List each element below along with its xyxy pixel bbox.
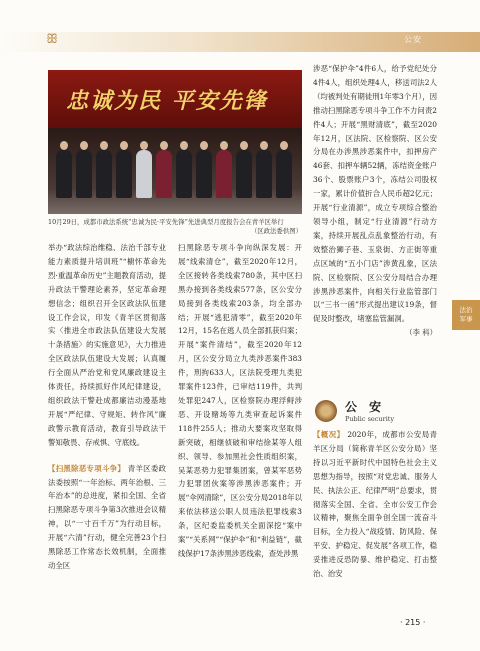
ornament-icon: ꕥ <box>46 32 59 47</box>
person-figure <box>216 150 232 198</box>
paragraph: 举办“政法综治维稳、法治千部专业能力素质提升培训班”“櫥怀革命先烈·重温革命历史”主题教育活动，提升政法干警理论素养，坚定革命理想信念；组织召开全区政法队伍建设工作会议，印发《青羊区贯彻落实〈推进全市政法队伍建设大发展十条措施〉的实施意见》，大力推进全区政法队伍建设大发展；认真履行全面从严治党和党风廉政建设主体责任，持续抓好作风纪律建设，组织政法干警赴成都廉洁动漫基地开展“严纪律、守规矩、转作风”廉政警示教育活动，教育引导政法干警知敬畏、存戒惧、守底线。 <box>48 243 166 447</box>
paragraph <box>48 462 166 573</box>
text-column-2 <box>178 241 302 561</box>
person-figure <box>96 150 112 198</box>
person-figure <box>236 150 252 198</box>
person-figure <box>56 150 72 198</box>
person-figure <box>276 150 292 198</box>
event-photo <box>48 70 302 214</box>
paragraph-text: 2020年，成都市公安局青羊区分局（简称青羊区公安分局）坚持以习近平新时代中国特色社会主义思想为指导，按照“对党忠诚、服务人民、执法公正、纪律严明”总要求，贯彻落实全国、全省、全市公安工作会议精神，聚焦全面争创全国一流奋斗目标，全力投入“战疫情、防风险、保平安、护稳定、促发展”各项工作，稳妥推进反恐防暴、维护稳定、打击整治、治安 <box>313 430 437 579</box>
section-header <box>313 398 437 428</box>
caption-text: 10月29日，成都市政法系统“忠诚为民·平安先锋”先进典型月度报告会在青羊区举行 <box>48 218 284 226</box>
person-figure <box>76 150 92 198</box>
paragraph <box>313 428 437 581</box>
person-figure <box>176 150 192 198</box>
text-column-3 <box>313 62 437 340</box>
section-subtitle: Public security <box>345 415 395 423</box>
photo-banner-text: 忠诚为民 平安先锋 <box>66 89 268 114</box>
person-figure <box>156 150 172 198</box>
caption-credit: （区政法委供图） <box>250 227 302 235</box>
section-tag: 【扫黑除恶专项斗争】 <box>48 463 126 473</box>
paragraph: 扫黑除恶专项斗争向纵深发展：开展“线索清仓”，截至2020年12月，全区接转各类线索780条，其中区扫黑办接到各类线索577条，区公安分局接到各类线索203条，均全部办结；开展“逃犯清零”，截至2020年12月，15名在逃人员全部抓获归案；开展“案件清结”，截至2020年12月，区公安分局立九类涉恶案件383件，刑拘633人，区法院受理九类犯罪案件123件，已审结119件，共判处罪犯247人，区检察院办理浮鲟涉恶、开设赌场等九类审查起诉案件118件255人；推动大要案攻坚取得新突破，相继侦破和审结徐某等人组织、领导、参加黑社会性质组织案，吴某恶势力犯罪集团案，曾某军恶势力犯罪团伙案等涉黑涉恶案件；开展“伞网清除”，区公安分局2018年以来依法移送公职人员违法犯罪线索3条，区纪委监委机关全面深挖“案中案”“关系网”“保护伞”和“利益链”，截线保护17条涉黑涉恶线索，查处涉黑 <box>178 243 302 558</box>
paragraph: 涉恶“保护伞”4件6人，给予党纪处分4件4人，组织处理4人，移送司法2人（均被判处有期徒刑1年零3个月），因推动扫黑除恶专项斗争工作不力问责2件4人；开展“黑财清底”，截至2020年12月，区法院、区检察院、区公安分局在办涉黑涉恶案件中，扣押房产46套、扣押车辆52辆，冻结资金账户36个、股票账户3个，冻结公司股权一家，累计价值折合人民币超2亿元；开展“行业清源”，成立专项综合整治领导小组，制定“行业清源”行动方案，持续开展乱点乱象整治行动，有效整治狮子巷、玉泉街、方正街等重点区域的“五小门店”涉黄乱象，区法院、区检察院、区公安分局结合办理涉黑涉恶案件，向相关行业监管部门以“三书一函”形式提出建议19条，督促及时整改，堵塞监管漏洞。 <box>313 64 437 324</box>
text-column-1 <box>48 241 166 573</box>
side-tab-line1: 法治 <box>459 306 473 314</box>
side-tab <box>452 300 480 330</box>
police-emblem-icon <box>315 400 337 422</box>
page-number: · 215 · <box>400 618 426 627</box>
section-tag: 【概况】 <box>313 430 345 439</box>
paragraph-text: 青羊区委政法委按照“一年治标、两年治根、三年治本”的总进度，紧扣全国、全省扫黑除恶专项斗争第3次推进会议精神，以“一寸百千万”为行动目标，开展“六清”行动，健全完善23个扫黑除恶工作常态长效机制，全面推动全区 <box>48 463 166 570</box>
photo-stage <box>48 128 302 214</box>
person-figure <box>136 150 152 198</box>
text-column-4 <box>313 428 437 581</box>
section-title: 公 安 <box>345 400 386 414</box>
side-tab-line2: 军事 <box>459 315 473 323</box>
photo-banner <box>48 70 302 128</box>
author-signature: （李 科） <box>405 328 437 338</box>
header-section-label: 公安 <box>404 35 422 44</box>
photo-caption <box>48 218 302 235</box>
person-figure <box>256 150 272 198</box>
person-figure <box>116 150 132 198</box>
person-figure <box>196 150 212 198</box>
